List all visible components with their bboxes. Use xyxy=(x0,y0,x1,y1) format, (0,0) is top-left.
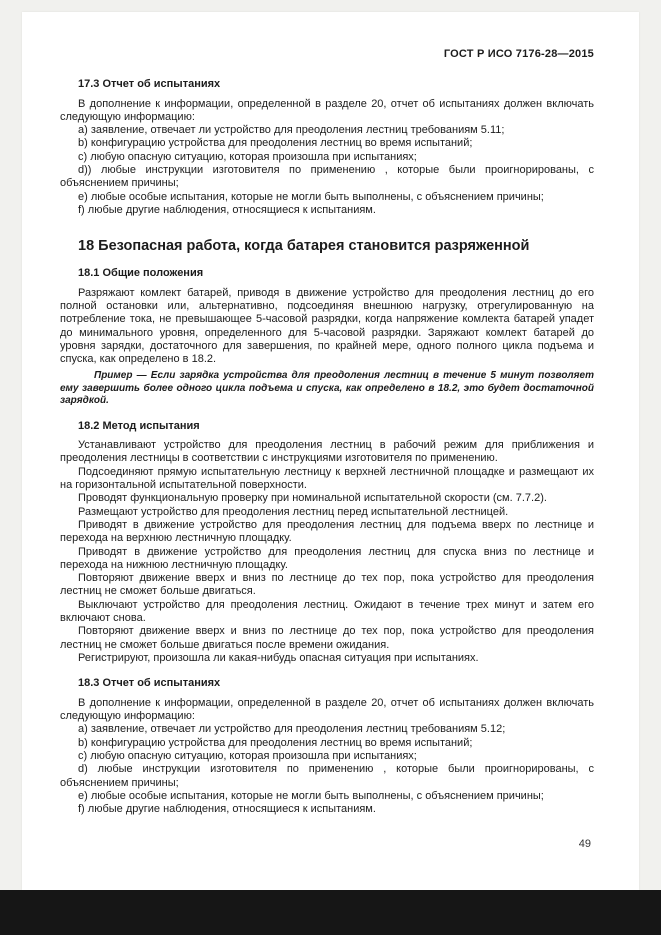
paragraph: b) конфигурацию устройства для преодоления лестниц во время испытаний; xyxy=(78,137,473,150)
page-number: 49 xyxy=(578,838,591,850)
paragraph: f) любые другие наблюдения, относящиеся к испытаниям. xyxy=(78,203,376,216)
paragraph: Повторяют движение вверх и вниз по лестнице до тех пор, пока устройство для преодоления лестниц не сможет больше двигаться после времени ожидания. xyxy=(60,625,594,651)
paragraph: Выключают устройство для преодоления лестниц. Ожидают в течение трех минут и затем его включают снова. xyxy=(60,598,594,625)
paragraph: Устанавливают устройство для преодоления лестниц в рабочий режим для приближения и преодоления лестницы в соответствии с инструкциями изготовителя по применению. xyxy=(60,439,594,465)
paragraph: e) любые особые испытания, которые не могли быть выполнены, с объяснением причины; xyxy=(78,789,544,802)
section-heading: 18.3 Отчет об испытаниях xyxy=(78,677,221,690)
section-heading: 18.1 Общие положения xyxy=(78,267,204,280)
paragraph: Повторяют движение вверх и вниз по лестнице до тех пор, пока устройство для преодоления лестниц не сможет больше двигаться. xyxy=(60,572,594,598)
document-content xyxy=(60,78,594,816)
standard-designation: ГОСТ Р ИСО 7176-28—2015 xyxy=(443,48,594,60)
section-heading: 17.3 Отчет об испытаниях xyxy=(78,78,221,90)
document-page xyxy=(22,12,639,890)
paragraph: a) заявление, отвечает ли устройство для преодоления лестниц требованиям 5.11; xyxy=(78,124,505,137)
example-note: Пример — Если зарядка устройства для преодоления лестниц в течение 5 минут позволяет ему завершить более одного цикла подъема и спуска, как определено в 18.2, это будет достаточной зарядкой. xyxy=(60,370,594,407)
paragraph: Проводят функциональную проверку при номинальной испытательной скорости (см. 7.7.2). xyxy=(78,492,547,505)
paragraph: e) любые особые испытания, которые не могли быть выполнены, с объяснением причины; xyxy=(78,190,544,203)
paragraph: b) конфигурацию устройства для преодоления лестниц во время испытаний; xyxy=(78,736,473,749)
paragraph: Подсоединяют прямую испытательную лестницу к верхней лестничной площадке и размещают их на горизонтальной испытательной поверхности. xyxy=(60,465,594,492)
paragraph: Разряжают комлект батарей, приводя в движение устройство для преодоления лестниц до его полной остановки или, альтернативно, подсоединяя внешнюю нагрузку, отрегулированную на потребление тока, не превышающее 5-часовой разрядки, когда напряжение комлекта батарей упадет до минимального уровня, определенного для 5-часовой разрядки. Заряжают комлект батарей до уровня зарядки, достаточного для завершения, по крайней мере, одного полного цикла подъема и спуска, как определено в 18.2. xyxy=(60,286,594,366)
paragraph: В дополнение к информации, определенной в разделе 20, отчет об испытаниях должен включать следующую информацию: xyxy=(60,97,594,123)
viewer-bottom-bar xyxy=(0,890,661,935)
document-header xyxy=(60,48,594,60)
paragraph: f) любые другие наблюдения, относящиеся к испытаниям. xyxy=(78,803,376,816)
document-body xyxy=(60,48,594,816)
paragraph: Регистрируют, произошла ли какая-нибудь опасная ситуация при испытаниях. xyxy=(78,651,479,664)
paragraph: c) любую опасную ситуацию, которая произошла при испытаниях; xyxy=(78,150,417,163)
paragraph: Приводят в движение устройство для преодоления лестниц для подъема вверх по лестнице и перехода на верхнюю лестничную площадку. xyxy=(60,518,594,545)
chapter-heading: 18 Безопасная работа, когда батарея становится разряженной xyxy=(78,238,530,255)
paragraph: d)) любые инструкции изготовителя по применению , которые были проигнорированы, с объяснением причины; xyxy=(60,163,594,190)
paragraph: Приводят в движение устройство для преодоления лестниц для спуска вниз по лестнице и перехода на нижнюю лестничную площадку. xyxy=(60,545,594,571)
paragraph: d) любые инструкции изготовителя по применению , которые были проигнорированы, с объяснением причины; xyxy=(60,763,594,789)
paragraph: a) заявление, отвечает ли устройство для преодоления лестниц требованиям 5.12; xyxy=(78,723,506,736)
paragraph: Размещают устройство для преодоления лестниц перед испытательной лестницей. xyxy=(78,505,509,518)
paragraph: В дополнение к информации, определенной в разделе 20, отчет об испытаниях должен включать следующую информацию: xyxy=(60,696,594,723)
section-heading: 18.2 Метод испытания xyxy=(78,419,200,432)
paragraph: c) любую опасную ситуацию, которая произошла при испытаниях; xyxy=(78,749,417,762)
